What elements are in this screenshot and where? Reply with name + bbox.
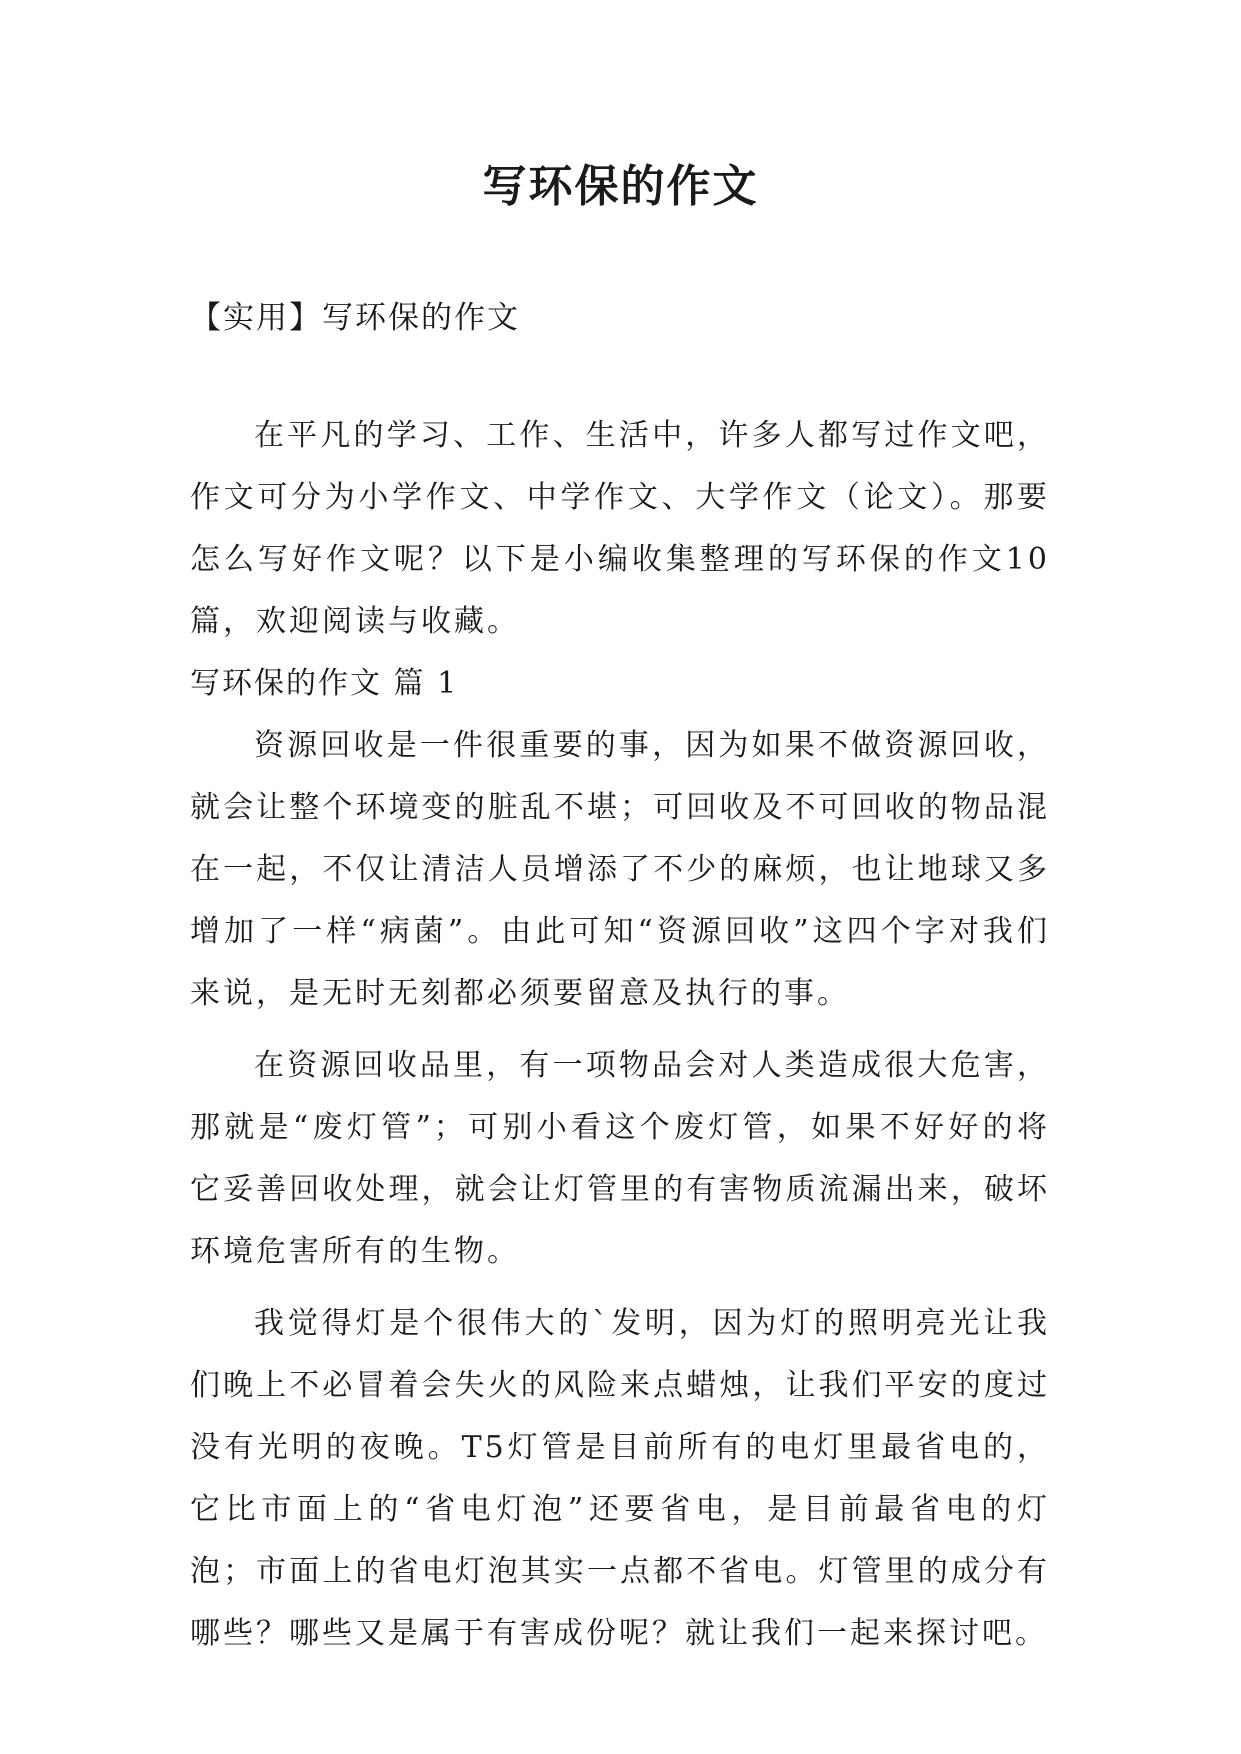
body-paragraph: 在资源回收品里，有一项物品会对人类造成很大危害，那就是“废灯管”；可别小看这个废灯管，如果不好好的将它妥善回收处理，就会让灯管里的有害物质流漏出来，破坏环境危害所有的生物。 xyxy=(190,1048,1050,1269)
document-title: 写环保的作文 xyxy=(482,161,759,212)
document-subtitle: 【实用】写环保的作文 xyxy=(190,300,520,336)
body-paragraph: 资源回收是一件很重要的事，因为如果不做资源回收，就会让整个环境变的脏乱不堪；可回收及不可回收的物品混在一起，不仅让清洁人员增添了不少的麻烦，也让地球又多增加了一样“病菌”。由此可知“资源回收”这四个字对我们来说，是无时无刻都必须要留意及执行的事。 xyxy=(190,728,1050,1011)
paragraph-spacer xyxy=(190,1283,1050,1293)
intro-paragraph: 在平凡的学习、工作、生活中，许多人都写过作文吧，作文可分为小学作文、中学作文、大学作文（论文）。那要怎么写好作文呢？以下是小编收集整理的写环保的作文10篇，欢迎阅读与收藏。 xyxy=(190,418,1050,639)
body-paragraph: 我觉得灯是个很伟大的`发明，因为灯的照明亮光让我们晚上不必冒着会失火的风险来点蜡烛，让我们平安的度过没有光明的夜晚。T5灯管是目前所有的电灯里最省电的，它比市面上的“省电灯泡”还要省电，是目前最省电的灯泡；市面上的省电灯泡其实一点都不省电。灯管里的成分有哪些？哪些又是属于有害成份呢？就让我们一起来探讨吧。 xyxy=(190,1306,1050,1651)
paragraph-spacer xyxy=(190,1025,1050,1035)
document-body xyxy=(190,405,1050,1665)
section-heading: 写环保的作文 篇 1 xyxy=(190,666,459,701)
